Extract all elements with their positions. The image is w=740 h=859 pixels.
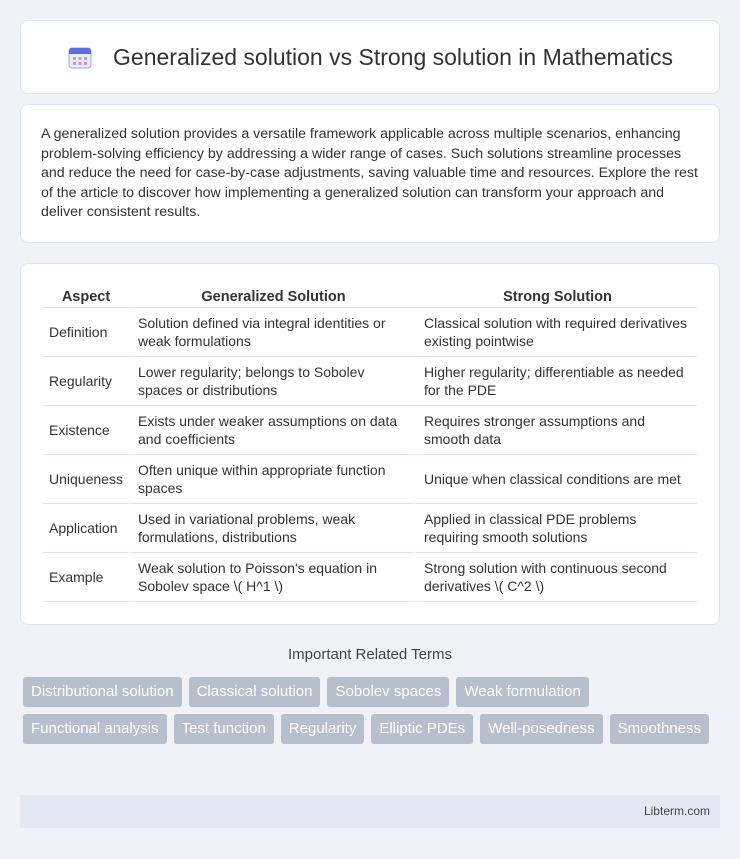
cell-aspect: Existence — [43, 406, 129, 455]
page-title: Generalized solution vs Strong solution in Mathematics — [113, 43, 673, 70]
related-term-tag[interactable]: Smoothness — [610, 714, 709, 744]
related-term-tag[interactable]: Classical solution — [189, 677, 321, 707]
cell-generalized: Often unique within appropriate function spaces — [129, 455, 415, 504]
comparison-card — [20, 263, 720, 625]
footer-brand-link[interactable]: Libterm.com — [643, 804, 710, 818]
intro-card — [20, 104, 720, 243]
related-terms-list — [23, 677, 723, 744]
header-generalized: Generalized Solution — [129, 284, 415, 308]
cell-generalized: Lower regularity; belongs to Sobolev spaces or distributions — [129, 357, 415, 406]
cell-aspect: Example — [43, 553, 129, 602]
related-terms-title: Important Related Terms — [288, 646, 452, 663]
cell-strong: Higher regularity; differentiable as needed for the PDE — [415, 357, 697, 406]
table-row — [43, 308, 697, 357]
comparison-table — [43, 284, 697, 602]
related-term-tag[interactable]: Test function — [174, 714, 274, 744]
table-row — [43, 455, 697, 504]
cell-strong: Requires stronger assumptions and smooth data — [415, 406, 697, 455]
cell-aspect: Regularity — [43, 357, 129, 406]
cell-generalized: Weak solution to Poisson's equation in Sobolev space \( H^1 \) — [129, 553, 415, 602]
related-term-tag[interactable]: Elliptic PDEs — [371, 714, 473, 744]
cell-generalized: Solution defined via integral identities or weak formulations — [129, 308, 415, 357]
cell-generalized: Used in variational problems, weak formulations, distributions — [129, 504, 415, 553]
intro-paragraph: A generalized solution provides a versatile framework applicable across multiple scenarios, enhancing problem-solving efficiency by addressing a wider range of cases. Such solutions streamline processes and reduce the need for case-by-case adjustments, saving valuable time and resources. Explore the rest of the article to discover how implementing a generalized solution can transform your approach and deliver consistent results. — [41, 126, 698, 221]
cell-strong: Strong solution with continuous second derivatives \( C^2 \) — [415, 553, 697, 602]
title-card — [20, 20, 720, 94]
header-strong: Strong Solution — [415, 284, 697, 308]
cell-generalized: Exists under weaker assumptions on data and coefficients — [129, 406, 415, 455]
table-row — [43, 406, 697, 455]
cell-strong: Applied in classical PDE problems requiring smooth solutions — [415, 504, 697, 553]
table-row — [43, 357, 697, 406]
header-aspect: Aspect — [43, 284, 129, 308]
related-term-tag[interactable]: Sobolev spaces — [327, 677, 449, 707]
related-term-tag[interactable]: Distributional solution — [23, 677, 182, 707]
table-row — [43, 504, 697, 553]
related-term-tag[interactable]: Regularity — [281, 714, 365, 744]
table-row — [43, 553, 697, 602]
footer — [20, 795, 720, 828]
related-term-tag[interactable]: Weak formulation — [456, 677, 588, 707]
related-term-tag[interactable]: Functional analysis — [23, 714, 167, 744]
calendar-icon — [67, 44, 93, 70]
table-header-row — [43, 284, 697, 308]
cell-strong: Unique when classical conditions are met — [415, 455, 697, 504]
cell-aspect: Uniqueness — [43, 455, 129, 504]
cell-aspect: Definition — [43, 308, 129, 357]
cell-strong: Classical solution with required derivatives existing pointwise — [415, 308, 697, 357]
cell-aspect: Application — [43, 504, 129, 553]
related-term-tag[interactable]: Well-posedness — [480, 714, 602, 744]
